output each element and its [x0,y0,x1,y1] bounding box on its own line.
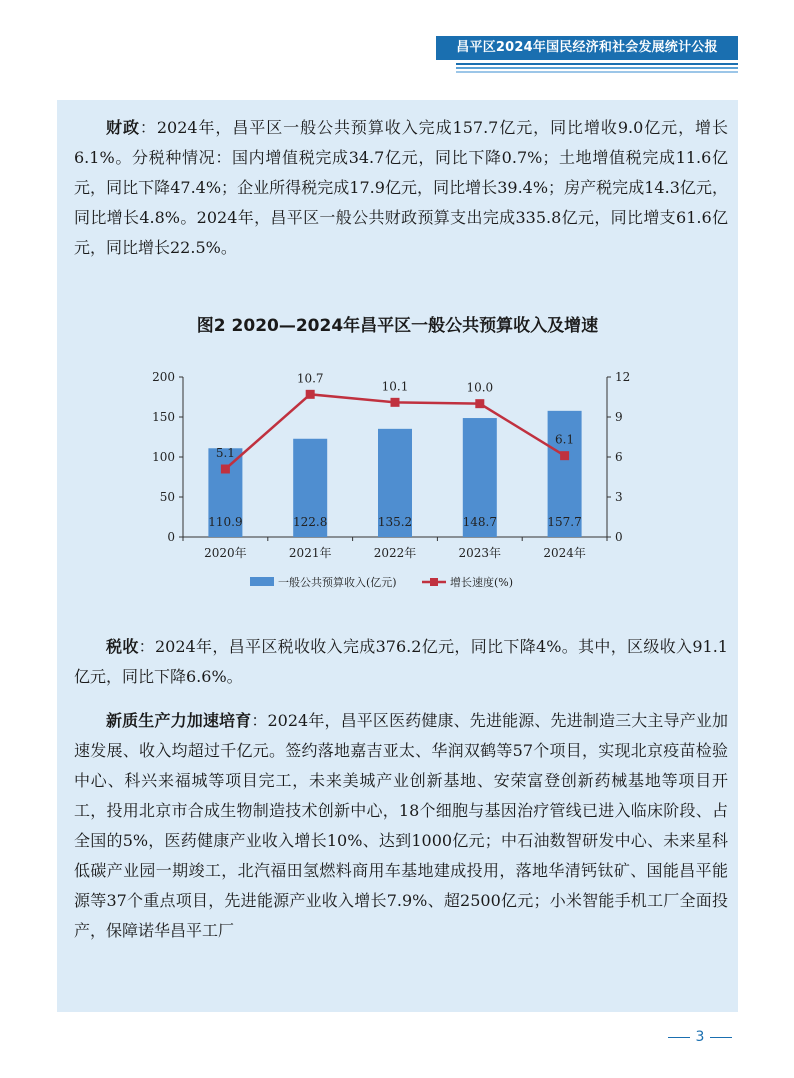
chart-title: 图2 2020—2024年昌平区一般公共预算收入及增速 [196,316,599,336]
legend-line-marker [430,578,438,586]
legend-line-label: 增长速度(%) [450,576,514,589]
bar-value-label: 157.7 [547,515,582,529]
right-axis-tick-label: 9 [615,410,623,424]
x-axis-tick-label: 2023年 [458,546,502,560]
growth-point [560,451,569,460]
revenue-chart [140,360,660,600]
header-stripes [456,61,738,73]
left-axis-tick-label: 0 [167,530,175,544]
header-title-bar [436,36,738,60]
page-number-text: 3 [695,1029,705,1045]
growth-point [391,398,400,407]
bar-value-label: 135.2 [377,515,413,529]
right-axis-tick-label: 0 [615,530,623,544]
tax-text: ：2024年，昌平区税收收入完成376.2亿元，同比下降4%。其中，区级收入91.1亿元，同比下降6.6%。 [74,637,728,686]
right-axis-tick-label: 6 [615,450,623,464]
x-axis-tick-label: 2022年 [373,546,417,560]
bar-value-label: 110.9 [208,515,243,529]
page-number [660,1028,740,1046]
left-axis-tick-label: 100 [152,450,175,464]
growth-point [221,465,230,474]
legend-bar-label: 一般公共预算收入(亿元) [278,576,397,589]
growth-value-label: 10.1 [381,379,409,394]
left-axis-tick-label: 150 [152,410,175,424]
finance-paragraph [74,113,728,263]
growth-point [475,399,484,408]
left-axis-tick-label: 50 [159,490,175,504]
productivity-paragraph [74,706,728,946]
finance-lead: 财政 [106,118,140,137]
right-axis-tick-label: 3 [615,490,623,504]
productivity-lead: 新质生产力加速培育 [106,711,252,730]
tax-paragraph [74,632,728,692]
legend-bar-swatch [250,577,274,586]
growth-value-label: 5.1 [215,446,235,460]
bar-value-label: 122.8 [293,515,328,529]
right-axis-tick-label: 12 [615,370,631,384]
header-title: 昌平区2024年国民经济和社会发展统计公报 [456,40,718,55]
growth-value-label: 6.1 [555,432,575,447]
growth-point [306,390,315,399]
growth-value-label: 10.7 [296,371,324,386]
finance-text: ：2024年，昌平区一般公共预算收入完成157.7亿元，同比增收9.0亿元，增长6.1%。分税种情况：国内增值税完成34.7亿元，同比下降0.7%；土地增值税完成11.6亿元，同比下降47.4%；企业所得税完成17.9亿元，同比增长39.4%；房产税完成14.3亿元，同比增长4.8%。2024年，昌平区一般公共财政预算支出完成335.8亿元，同比增支61.6亿元，同比增长22.5%。 [74,118,728,257]
growth-value-label: 10.0 [466,380,494,395]
left-axis-tick-label: 200 [152,370,175,384]
bar-value-label: 148.7 [462,515,497,529]
tax-lead: 税收 [106,637,139,656]
x-axis-tick-label: 2020年 [204,546,247,560]
productivity-text: ：2024年，昌平区医药健康、先进能源、先进制造三大主导产业加速发展、收入均超过千亿元。签约落地嘉吉亚太、华润双鹤等57个项目，实现北京疫苗检验中心、科兴来福城等项目完工，未来美城产业创新基地、安荣富登创新药械基地等项目开工，投用北京市合成生物制造技术创新中心，18个细胞与基因治疗管线已进入临床阶段、占全国的5%，医药健康产业收入增长10%、达到1000亿元；中石油数智研发中心、未来星科低碳产业园一期竣工，北汽福田氢燃料商用车基地建成投用，落地华清钙钛矿、国能昌平能源等37个重点项目，先进能源产业收入增长7.9%、超2500亿元；小米智能手机工厂全面投产，保障诺华昌平工厂 [74,711,728,940]
x-axis-tick-label: 2024年 [543,546,586,560]
x-axis-tick-label: 2021年 [288,546,332,560]
